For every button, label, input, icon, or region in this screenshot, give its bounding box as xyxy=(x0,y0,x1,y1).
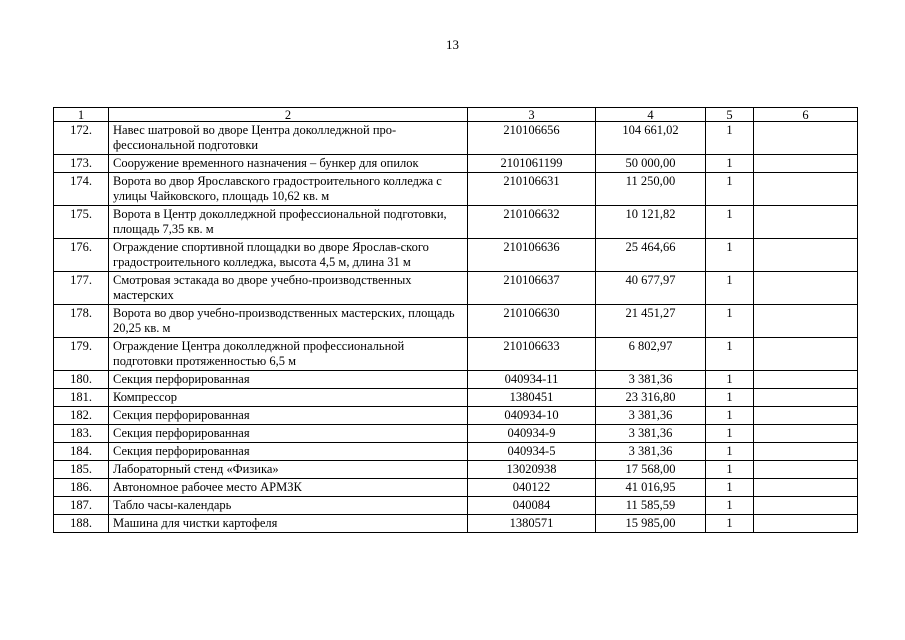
inventory-code-cell: 040934-9 xyxy=(468,425,596,443)
table-row xyxy=(54,515,858,533)
item-name-cell: Ворота в Центр доколледжной профессиональной подготовки, площадь 7,35 кв. м xyxy=(109,206,468,239)
inventory-code-cell: 13020938 xyxy=(468,461,596,479)
inventory-table-body xyxy=(54,108,858,533)
table-row xyxy=(54,425,858,443)
table-row xyxy=(54,155,858,173)
quantity-cell: 1 xyxy=(706,425,754,443)
column-header-3: 3 xyxy=(468,108,596,122)
inventory-code-cell: 210106633 xyxy=(468,338,596,371)
row-number-cell: 182. xyxy=(54,407,109,425)
note-cell xyxy=(754,338,858,371)
quantity-cell: 1 xyxy=(706,371,754,389)
item-name-cell: Сооружение временного назначения – бункер для опилок xyxy=(109,155,468,173)
cost-cell: 23 316,80 xyxy=(596,389,706,407)
quantity-cell: 1 xyxy=(706,389,754,407)
item-name-cell: Лабораторный стенд «Физика» xyxy=(109,461,468,479)
note-cell xyxy=(754,206,858,239)
inventory-code-cell: 040084 xyxy=(468,497,596,515)
table-row xyxy=(54,122,858,155)
note-cell xyxy=(754,407,858,425)
table-row xyxy=(54,173,858,206)
note-cell xyxy=(754,272,858,305)
note-cell xyxy=(754,461,858,479)
item-name-cell: Автономное рабочее место АРМЗК xyxy=(109,479,468,497)
item-name-cell: Машина для чистки картофеля xyxy=(109,515,468,533)
quantity-cell: 1 xyxy=(706,515,754,533)
note-cell xyxy=(754,371,858,389)
row-number-cell: 177. xyxy=(54,272,109,305)
table-row xyxy=(54,497,858,515)
inventory-code-cell: 040934-11 xyxy=(468,371,596,389)
quantity-cell: 1 xyxy=(706,338,754,371)
row-number-cell: 178. xyxy=(54,305,109,338)
cost-cell: 50 000,00 xyxy=(596,155,706,173)
note-cell xyxy=(754,305,858,338)
row-number-cell: 180. xyxy=(54,371,109,389)
inventory-code-cell: 210106636 xyxy=(468,239,596,272)
inventory-code-cell: 1380451 xyxy=(468,389,596,407)
table-row xyxy=(54,305,858,338)
cost-cell: 40 677,97 xyxy=(596,272,706,305)
column-header-6: 6 xyxy=(754,108,858,122)
inventory-code-cell: 210106637 xyxy=(468,272,596,305)
item-name-cell: Ворота во двор учебно-производственных мастерских, площадь 20,25 кв. м xyxy=(109,305,468,338)
row-number-cell: 188. xyxy=(54,515,109,533)
quantity-cell: 1 xyxy=(706,122,754,155)
note-cell xyxy=(754,239,858,272)
cost-cell: 11 585,59 xyxy=(596,497,706,515)
row-number-cell: 179. xyxy=(54,338,109,371)
quantity-cell: 1 xyxy=(706,305,754,338)
item-name-cell: Ворота во двор Ярославского градостроительного колледжа с улицы Чайковского, площадь 10,62 кв. м xyxy=(109,173,468,206)
row-number-cell: 184. xyxy=(54,443,109,461)
table-row xyxy=(54,479,858,497)
row-number-cell: 172. xyxy=(54,122,109,155)
item-name-cell: Секция перфорированная xyxy=(109,371,468,389)
item-name-cell: Табло часы-календарь xyxy=(109,497,468,515)
note-cell xyxy=(754,443,858,461)
quantity-cell: 1 xyxy=(706,206,754,239)
inventory-code-cell: 1380571 xyxy=(468,515,596,533)
table-header-row xyxy=(54,108,858,122)
note-cell xyxy=(754,425,858,443)
row-number-cell: 176. xyxy=(54,239,109,272)
inventory-code-cell: 210106632 xyxy=(468,206,596,239)
column-header-2: 2 xyxy=(109,108,468,122)
column-header-1: 1 xyxy=(54,108,109,122)
inventory-code-cell: 210106656 xyxy=(468,122,596,155)
note-cell xyxy=(754,122,858,155)
cost-cell: 104 661,02 xyxy=(596,122,706,155)
quantity-cell: 1 xyxy=(706,173,754,206)
note-cell xyxy=(754,389,858,407)
row-number-cell: 185. xyxy=(54,461,109,479)
cost-cell: 11 250,00 xyxy=(596,173,706,206)
page-number: 13 xyxy=(446,37,459,52)
column-header-4: 4 xyxy=(596,108,706,122)
table-row xyxy=(54,461,858,479)
column-header-5: 5 xyxy=(706,108,754,122)
cost-cell: 6 802,97 xyxy=(596,338,706,371)
cost-cell: 3 381,36 xyxy=(596,425,706,443)
table-row xyxy=(54,443,858,461)
cost-cell: 3 381,36 xyxy=(596,407,706,425)
note-cell xyxy=(754,515,858,533)
cost-cell: 3 381,36 xyxy=(596,443,706,461)
table-row xyxy=(54,272,858,305)
table-row xyxy=(54,239,858,272)
row-number-cell: 174. xyxy=(54,173,109,206)
note-cell xyxy=(754,479,858,497)
table-row xyxy=(54,389,858,407)
row-number-cell: 183. xyxy=(54,425,109,443)
cost-cell: 17 568,00 xyxy=(596,461,706,479)
inventory-code-cell: 210106630 xyxy=(468,305,596,338)
item-name-cell: Смотровая эстакада во дворе учебно-производственных мастерских xyxy=(109,272,468,305)
table-row xyxy=(54,371,858,389)
row-number-cell: 173. xyxy=(54,155,109,173)
quantity-cell: 1 xyxy=(706,443,754,461)
row-number-cell: 181. xyxy=(54,389,109,407)
cost-cell: 21 451,27 xyxy=(596,305,706,338)
item-name-cell: Секция перфорированная xyxy=(109,443,468,461)
item-name-cell: Ограждение Центра доколледжной профессиональной подготовки протяженностью 6,5 м xyxy=(109,338,468,371)
note-cell xyxy=(754,155,858,173)
inventory-code-cell: 040934-10 xyxy=(468,407,596,425)
row-number-cell: 187. xyxy=(54,497,109,515)
item-name-cell: Компрессор xyxy=(109,389,468,407)
quantity-cell: 1 xyxy=(706,497,754,515)
quantity-cell: 1 xyxy=(706,239,754,272)
note-cell xyxy=(754,497,858,515)
cost-cell: 15 985,00 xyxy=(596,515,706,533)
quantity-cell: 1 xyxy=(706,155,754,173)
table-row xyxy=(54,338,858,371)
inventory-code-cell: 2101061199 xyxy=(468,155,596,173)
cost-cell: 10 121,82 xyxy=(596,206,706,239)
cost-cell: 25 464,66 xyxy=(596,239,706,272)
table-row xyxy=(54,206,858,239)
quantity-cell: 1 xyxy=(706,272,754,305)
quantity-cell: 1 xyxy=(706,479,754,497)
cost-cell: 41 016,95 xyxy=(596,479,706,497)
inventory-code-cell: 040122 xyxy=(468,479,596,497)
quantity-cell: 1 xyxy=(706,407,754,425)
item-name-cell: Секция перфорированная xyxy=(109,425,468,443)
note-cell xyxy=(754,173,858,206)
row-number-cell: 175. xyxy=(54,206,109,239)
row-number-cell: 186. xyxy=(54,479,109,497)
item-name-cell: Навес шатровой во дворе Центра доколледжной про-фессиональной подготовки xyxy=(109,122,468,155)
table-row xyxy=(54,407,858,425)
item-name-cell: Секция перфорированная xyxy=(109,407,468,425)
inventory-code-cell: 040934-5 xyxy=(468,443,596,461)
cost-cell: 3 381,36 xyxy=(596,371,706,389)
item-name-cell: Ограждение спортивной площадки во дворе Ярослав-ского градостроительного колледжа, высота 4,5 м, длина 31 м xyxy=(109,239,468,272)
quantity-cell: 1 xyxy=(706,461,754,479)
inventory-table xyxy=(53,107,858,533)
inventory-code-cell: 210106631 xyxy=(468,173,596,206)
